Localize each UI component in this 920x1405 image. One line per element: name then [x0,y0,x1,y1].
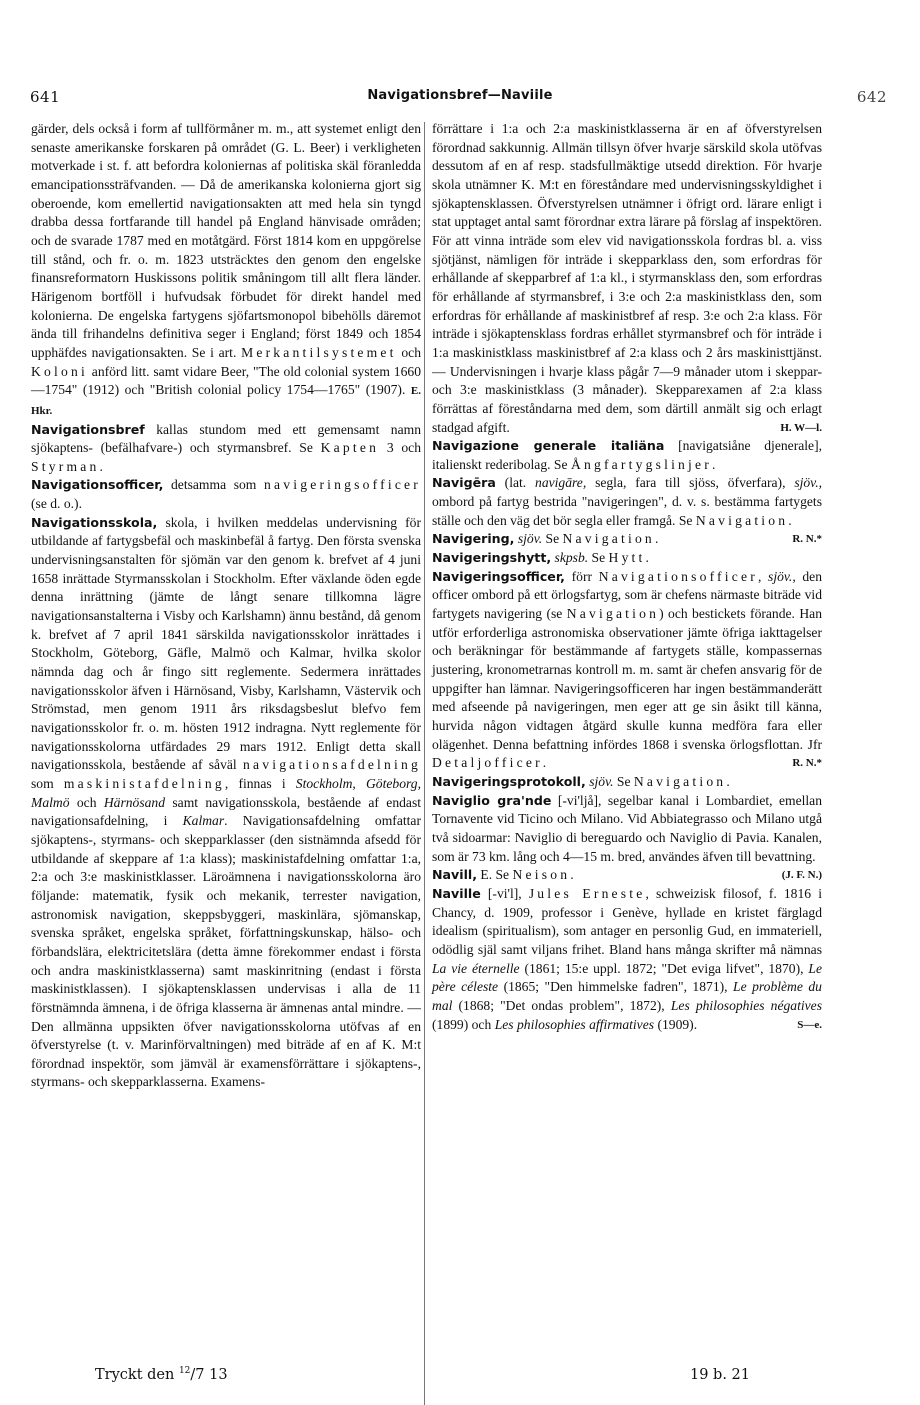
column-divider [424,122,425,1405]
place-names: Stockholm, Göteborg, Malmö [31,775,421,810]
entry-navigationsofficer: Navigationsofficer, detsamma som navigeringsofficer (se d. o.). [31,477,422,512]
entry-navigeringsofficer: Navigeringsofficer, förr Navigationsofficer, sjöv., den officer ombord på ett örlogsfartyg, som är chefens närmaste biträde vid fartygets navigering (se Navigation) och bestickets förande. Han utför erforderliga astronomiska observationer jämte öfriga iakttagelser och beräkningar för bestämmande af fartygets ställe, kompassernas justering, kronometrarnas kontroll m. m. samt är chefen ansvarig för de uppgifter han lämnar. Navigeringsofficeren har ingen bestämmanderätt med afseende på navigeringen, men eger att ge sin åsikt till känna, hurvida någon vidtagen åtgärd skulle kunna medföra fara eller olägenhet. Denna befattning infördes 1868 i svenska örlogsflottan. Jfr Detaljofficer. R. N.* [432,568,822,773]
field-abbreviation: sjöv. [589,773,614,789]
cross-reference[interactable]: Hytt [608,550,646,566]
entry-headword: Navigationsofficer, [31,477,164,493]
cross-reference[interactable]: Navigation [695,512,789,528]
entry-headword: Naville [432,885,481,901]
entry-navigationsskola: Navigationsskola, skola, i hvilken meddelas undervisning för utbildande af fartygsbefäl och maskinbefäl å fartyg. Den första svenska undervisningsanstalten för sjömän var den genom k. brefvet af 4 juni 1658 inrättade Styrmansskolan i Stockholm. Efter växlande öden egde denna inrättning (jämte de långt senare tillkomna lägre navigationsanstalterna i Visby och Karlshamn) ännu bestånd, då genom k. brefvet af 7 april 1841 särskilda navigationsskolor inrättades i Stockholm, Göteborg, Gäfle, Malmö och Kalmar, hvilka skolor nämnda dag och år fingo sitt reglemente. Sedermera inrättades navigationsskolor äfven i Härnösand, Visby, Karlshamn, Västervik och Strömstad, men genom 1911 års riksdagsbeslut blefvo fem navigationsskolor fr. o. m. hösten 1912 indragna. Nytt reglemente för navigationsskolorna utfärdades 29 mars 1912. Enligt detta skall navigationsskola, bestående af såväl navigationsafdelning som maskinistafdelning, finnas i Stockholm, Göteborg, Malmö och Härnösand samt navigationsskola, bestående af endast navigationsafdelning, i Kalmar. Navigationsafdelning omfattar sjökaptens-, styrmans- och skepparklasser (den sistnämnda afsedd för utbildande af skeppare af 1:a klass); maskinistafdelning omfattar 1:a, 2:a och 3:e maskinistklasser. Läroämnena i navigationsskolorna äro följande: matematik, fysik och mekanik, terrester navigation, astronomisk navigation, skeppsbyggeri, maskinlära, sjömanskap, svenska språket, engelska språket, författningskunskap, hälso- och förbandslära, elektricitetslära (detta ämne förekommer endast i första och andra maskinistklasserna) samt maskinritning (endast i första maskinistklassen). I sjökaptensklassen undervisas i alla de 11 förstnämnda ämnena, i de öfriga klasserna är ämnenas antal mindre. — Den allmänna uppsikten öfver navigationsskolorna utöfvas af en öfverstyrelse (t. v. Marinförvaltningen) med biträde af en af K. M:t förordnad inspektör, som jämväl är examensförrättare i sjökaptens-, styrmans- och skepparklasserna. Examens- [31,514,422,1090]
cross-reference[interactable]: Navigation [633,773,727,789]
left-column [31,120,421,1092]
cross-reference[interactable]: Ångfartygslinjer [570,456,712,472]
cross-reference[interactable]: Neison [512,867,571,883]
person-name: Jules Erneste [528,885,646,901]
author-signature: R. N.* [792,757,822,770]
work-title: Le père céleste [432,960,822,995]
cross-reference[interactable]: Navigation [566,606,660,622]
author-signature: S—e. [797,1018,822,1031]
entry-headword: Navill, [432,867,477,883]
cross-reference[interactable]: Merkantilsystemet [241,344,397,360]
entry-headword: Naviglio gra'nde [432,792,552,808]
running-header: Navigationsbref—Naviile [367,88,553,103]
author-signature: H. W—l. [780,421,822,434]
field-abbreviation: sjöv., [794,475,822,491]
cross-reference[interactable]: navigeringsofficer [264,477,422,493]
entry-headword: Navigeringsprotokoll, [432,773,586,789]
sheet-signature: 19 b. 21 [690,1367,751,1383]
work-title: Les philosophies affirmatives [494,1016,655,1032]
work-title: Les philosophies négatives [670,997,823,1013]
right-column [432,120,822,1034]
entry-naville: Naville [-vi'l], Jules Erneste, schweizisk filosof, f. 1816 i Chancy, d. 1909, professor i Genève, hyllade en kristet färglagd idealism (spiritualism), som antager en personlig Gud, en immateriell, odödlig själ samt viljans frihet. Bland hans många skrifter må nämnas La vie éternelle (1861; 15:e uppl. 1872; "Det eviga lifvet", 1870), Le père céleste (1865; "Den himmelske fadren", 1871), Le problème du mal (1868; "Det ondas problem", 1872), Les philosophies négatives (1899) och Les philosophies affirmatives (1909). S—e. [432,885,822,1034]
cross-reference[interactable]: navigationsafdelning [242,757,421,773]
entry-headword: Navigazione generale italiäna [432,438,665,454]
entry-navigera: Navigēra (lat. navigāre, segla, fara till sjöss, öfverfara), sjöv., ombord på fartyg bestrida "navigeringen", d. v. s. bestämma fartygets ställe och den väg det bör segla eller framgå. Se Navigation. R. N.* [432,474,822,530]
cross-reference[interactable]: Kapten [320,440,380,456]
work-title: La vie éternelle [432,960,520,976]
entry-navill: Navill, E. Se Neison. [432,867,574,883]
cross-reference[interactable]: Navigation [562,531,655,547]
page-number-right: 642 [856,88,887,106]
cross-reference[interactable]: Koloni [31,363,88,379]
field-abbreviation: sjöv. [517,531,543,547]
entry-navigeringsprotokoll: Navigeringsprotokoll, sjöv. Se Navigation. [432,773,730,789]
field-abbreviation: skpsb. [554,550,589,566]
cross-reference[interactable]: maskinistafdelning [63,775,225,791]
place-name: Kalmar [182,813,225,829]
entry-headword: Navigēra [432,475,496,491]
cross-reference[interactable]: Navigationsofficer [598,568,758,584]
entry-navigationsskola-continued: förrättare i 1:a och 2:a maskinistklasserna är en af öfverstyrelsen förordnad sakkunnig. Allmän tillsyn öfver hvarje särskild skola utöfvas dessutom af en af resp. stadsfullmäktige utsedd direktion. För hvarje skola utnämner K. M:t en föreståndare med undervisningsskyldighet i sjökaptensklassen. Öfverstyrelsen utnämner i öfrigt ord. lärare enligt i stat upptaget antal samt förordnar extra lärare på förslag af inspektören. För att vinna inträde som elev vid navigationsskola fordras bl. a. viss sjötjänst, nämligen för inträde i skepparklass den, som erfordras för erhållande af skepparbref af 1:a kl., i styrmansklass den, som erfordras för erhållande af styrmansbref, i 3:e och 2:a maskinistklass den, som erfordras för erhållande af maskinistbref af resp. 3:e och 2:a klass. För inträde i sjökaptensklass fordras erhållet styrmansbref och för inträde i 1:a maskinistklass maskinistbref af 2:a klass och 2 års maskinisttjänst. — Undervisningen i hvarje klass pågår 7—9 månader utom i skeppar- och 3:e maskinistklass (3 månader). Skepparexamen af 2:a klass förrättas af föreståndarna med dem, som därtill anmält sig och erlagt stadgad afgift. H. W—l. [432,120,822,437]
author-signature: (J. F. N.) [781,869,822,882]
entry-navigeringshytt: Navigeringshytt, skpsb. Se Hytt. [432,550,649,566]
work-title: Le problème du mal [432,979,822,1013]
entry-headword: Navigationsskola, [31,514,158,530]
entry-navigationsakten-continued: gärder, dels också i form af tullförmåner m. m., att systemet enligt den senaste amerikanske forskaren på området (G. L. Beer) i verkligheten motverkade i st. f. att befordra koloniernas af politiska skäl föranledda emancipationssträfvanden. — Då de amerikanska kolonierna gjort sig oberoende, kom emellertid navigationsakten att med hela sin tyngd drabba dessa fortfarande till handel på England hänvisade områden; och de svarade 1787 med en motåtgärd. Först 1814 kom en uppgörelse till stånd, och fr. o. m. 1823 utsträcktes den genom den engelske finansreformatorn Huskissons politik småningom till allt flera länder. Härigenom bortföll i hufvudsak förbudet för direkt handel med kolonierna. De engelska fartygens sjöfartsmonopol bibehölls däremot ända till frihandelns definitiva seger i England; först 1849 och 1854 upphäfdes navigationsakten. Se i art. Merkantilsystemet och Koloni anförd litt. samt vidare Beer, "The old colonial system 1660—1754" (1912) och "British colonial policy 1754—1765" (1907). E. Hkr. [31,121,421,417]
entry-headword: Navigering, [432,531,515,547]
entry-headword: Navigationsbref [31,421,145,437]
author-signature: E. Hkr. [31,385,421,417]
place-name: Härnösand [103,794,166,810]
entry-headword: Navigeringsofficer, [432,568,565,584]
entry-headword: Navigeringshytt, [432,550,552,566]
cross-reference[interactable]: Styrman [31,458,100,474]
entry-navigering: Navigering, sjöv. Se Navigation. [432,531,659,547]
entry-navigationsbref: Navigationsbref kallas stundom med ett gemensamt namn sjökaptens- (befälhafvare-) och styrmansbref. Se Kapten 3 och Styrman. [31,421,421,474]
print-date: Tryckt den $^{12}$/7 13 [95,1366,228,1383]
page-number-left: 641 [30,88,61,106]
cross-reference[interactable]: Detaljofficer [432,755,543,771]
entry-naviglio-grande: Naviglio gra'nde [-vi'ljå], segelbar kanal i Lombardiet, emellan Tornavente vid Ticino och Milano. Vid Abbiategrasso och Milano utgå två sidoarmar: Naviglio di bereguardo och Naviglio di Pavia. Kanalen, som är 73 km. lång och 4—15 m. bred, användes äfven till bevattning. (J. F. N.) [432,792,822,867]
entry-navigazione-generale-italiana: Navigazione generale italiäna [navigatsiåne djenerale], italienskt rederibolag. Se Ångfartygslinjer. [432,438,822,472]
author-signature: R. N.* [792,533,822,546]
latin-term: navigāre, [535,475,587,491]
field-abbreviation: sjöv., [768,568,796,584]
